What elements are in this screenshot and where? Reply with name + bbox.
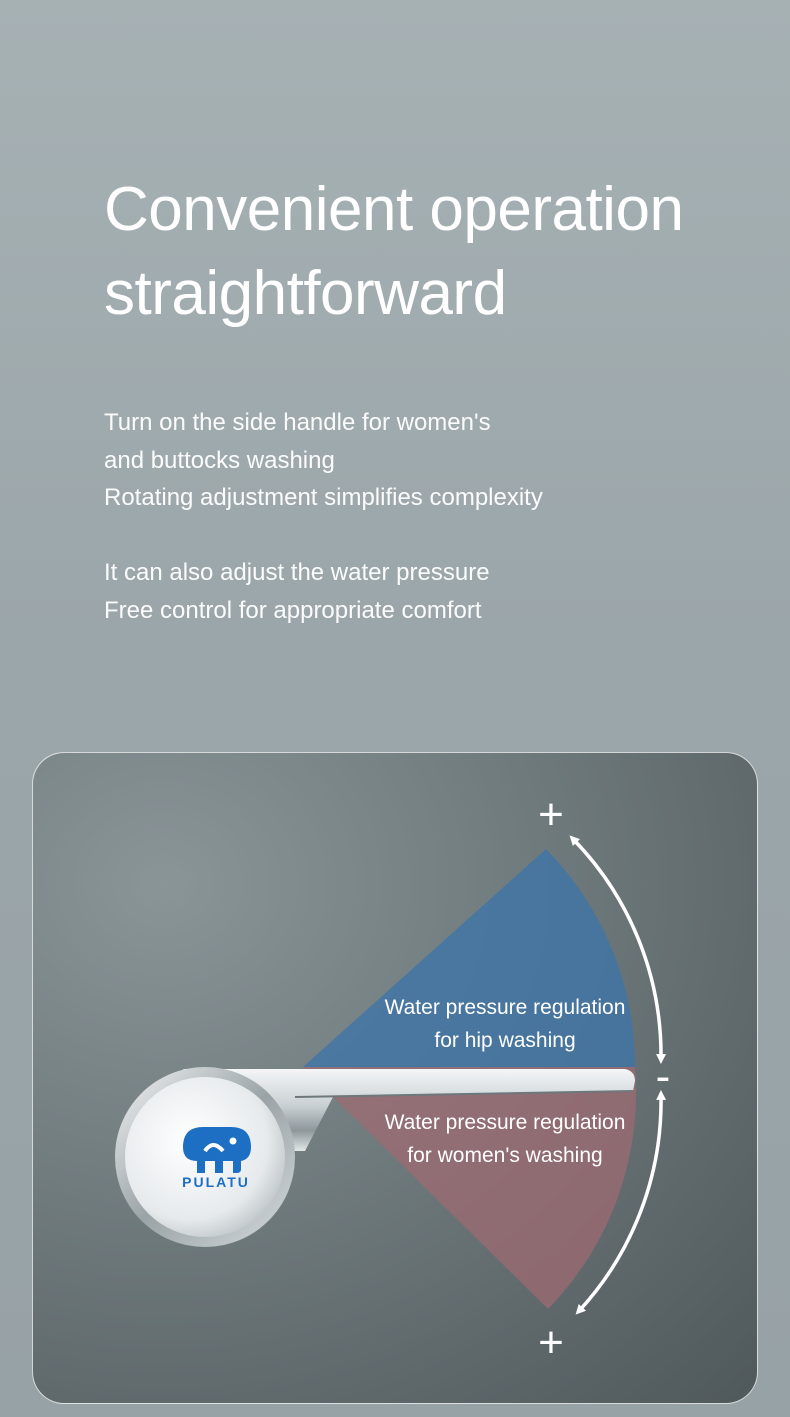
description-line: Free control for appropriate comfort (104, 596, 482, 624)
increase-sign-bottom: + (538, 1318, 564, 1367)
description (104, 404, 543, 629)
headline-line-2: straightforward (104, 259, 507, 328)
brand-name: PULATU (182, 1174, 250, 1190)
description-line: Turn on the side handle for women's (104, 409, 491, 436)
headline-line-1: Convenient operation (104, 175, 684, 244)
description-line: Rotating adjustment simplifies complexity (104, 484, 543, 511)
womens-washing-label-line1: Water pressure regulation (384, 1111, 626, 1134)
control-knob[interactable] (115, 1067, 295, 1247)
product-diagram-card (32, 752, 758, 1404)
description-line: and buttocks washing (104, 446, 335, 474)
description-line: It can also adjust the water pressure (104, 559, 490, 586)
womens-washing-zone (303, 1067, 636, 1309)
increase-sign-top: + (538, 790, 564, 839)
womens-washing-label-line2: for women's washing (407, 1144, 603, 1167)
hip-washing-label-line2: for hip washing (434, 1029, 576, 1052)
product-diagram (33, 753, 758, 1404)
neutral-sign: - (655, 1052, 671, 1101)
headline (104, 168, 683, 336)
hip-washing-label-line1: Water pressure regulation (384, 996, 626, 1019)
